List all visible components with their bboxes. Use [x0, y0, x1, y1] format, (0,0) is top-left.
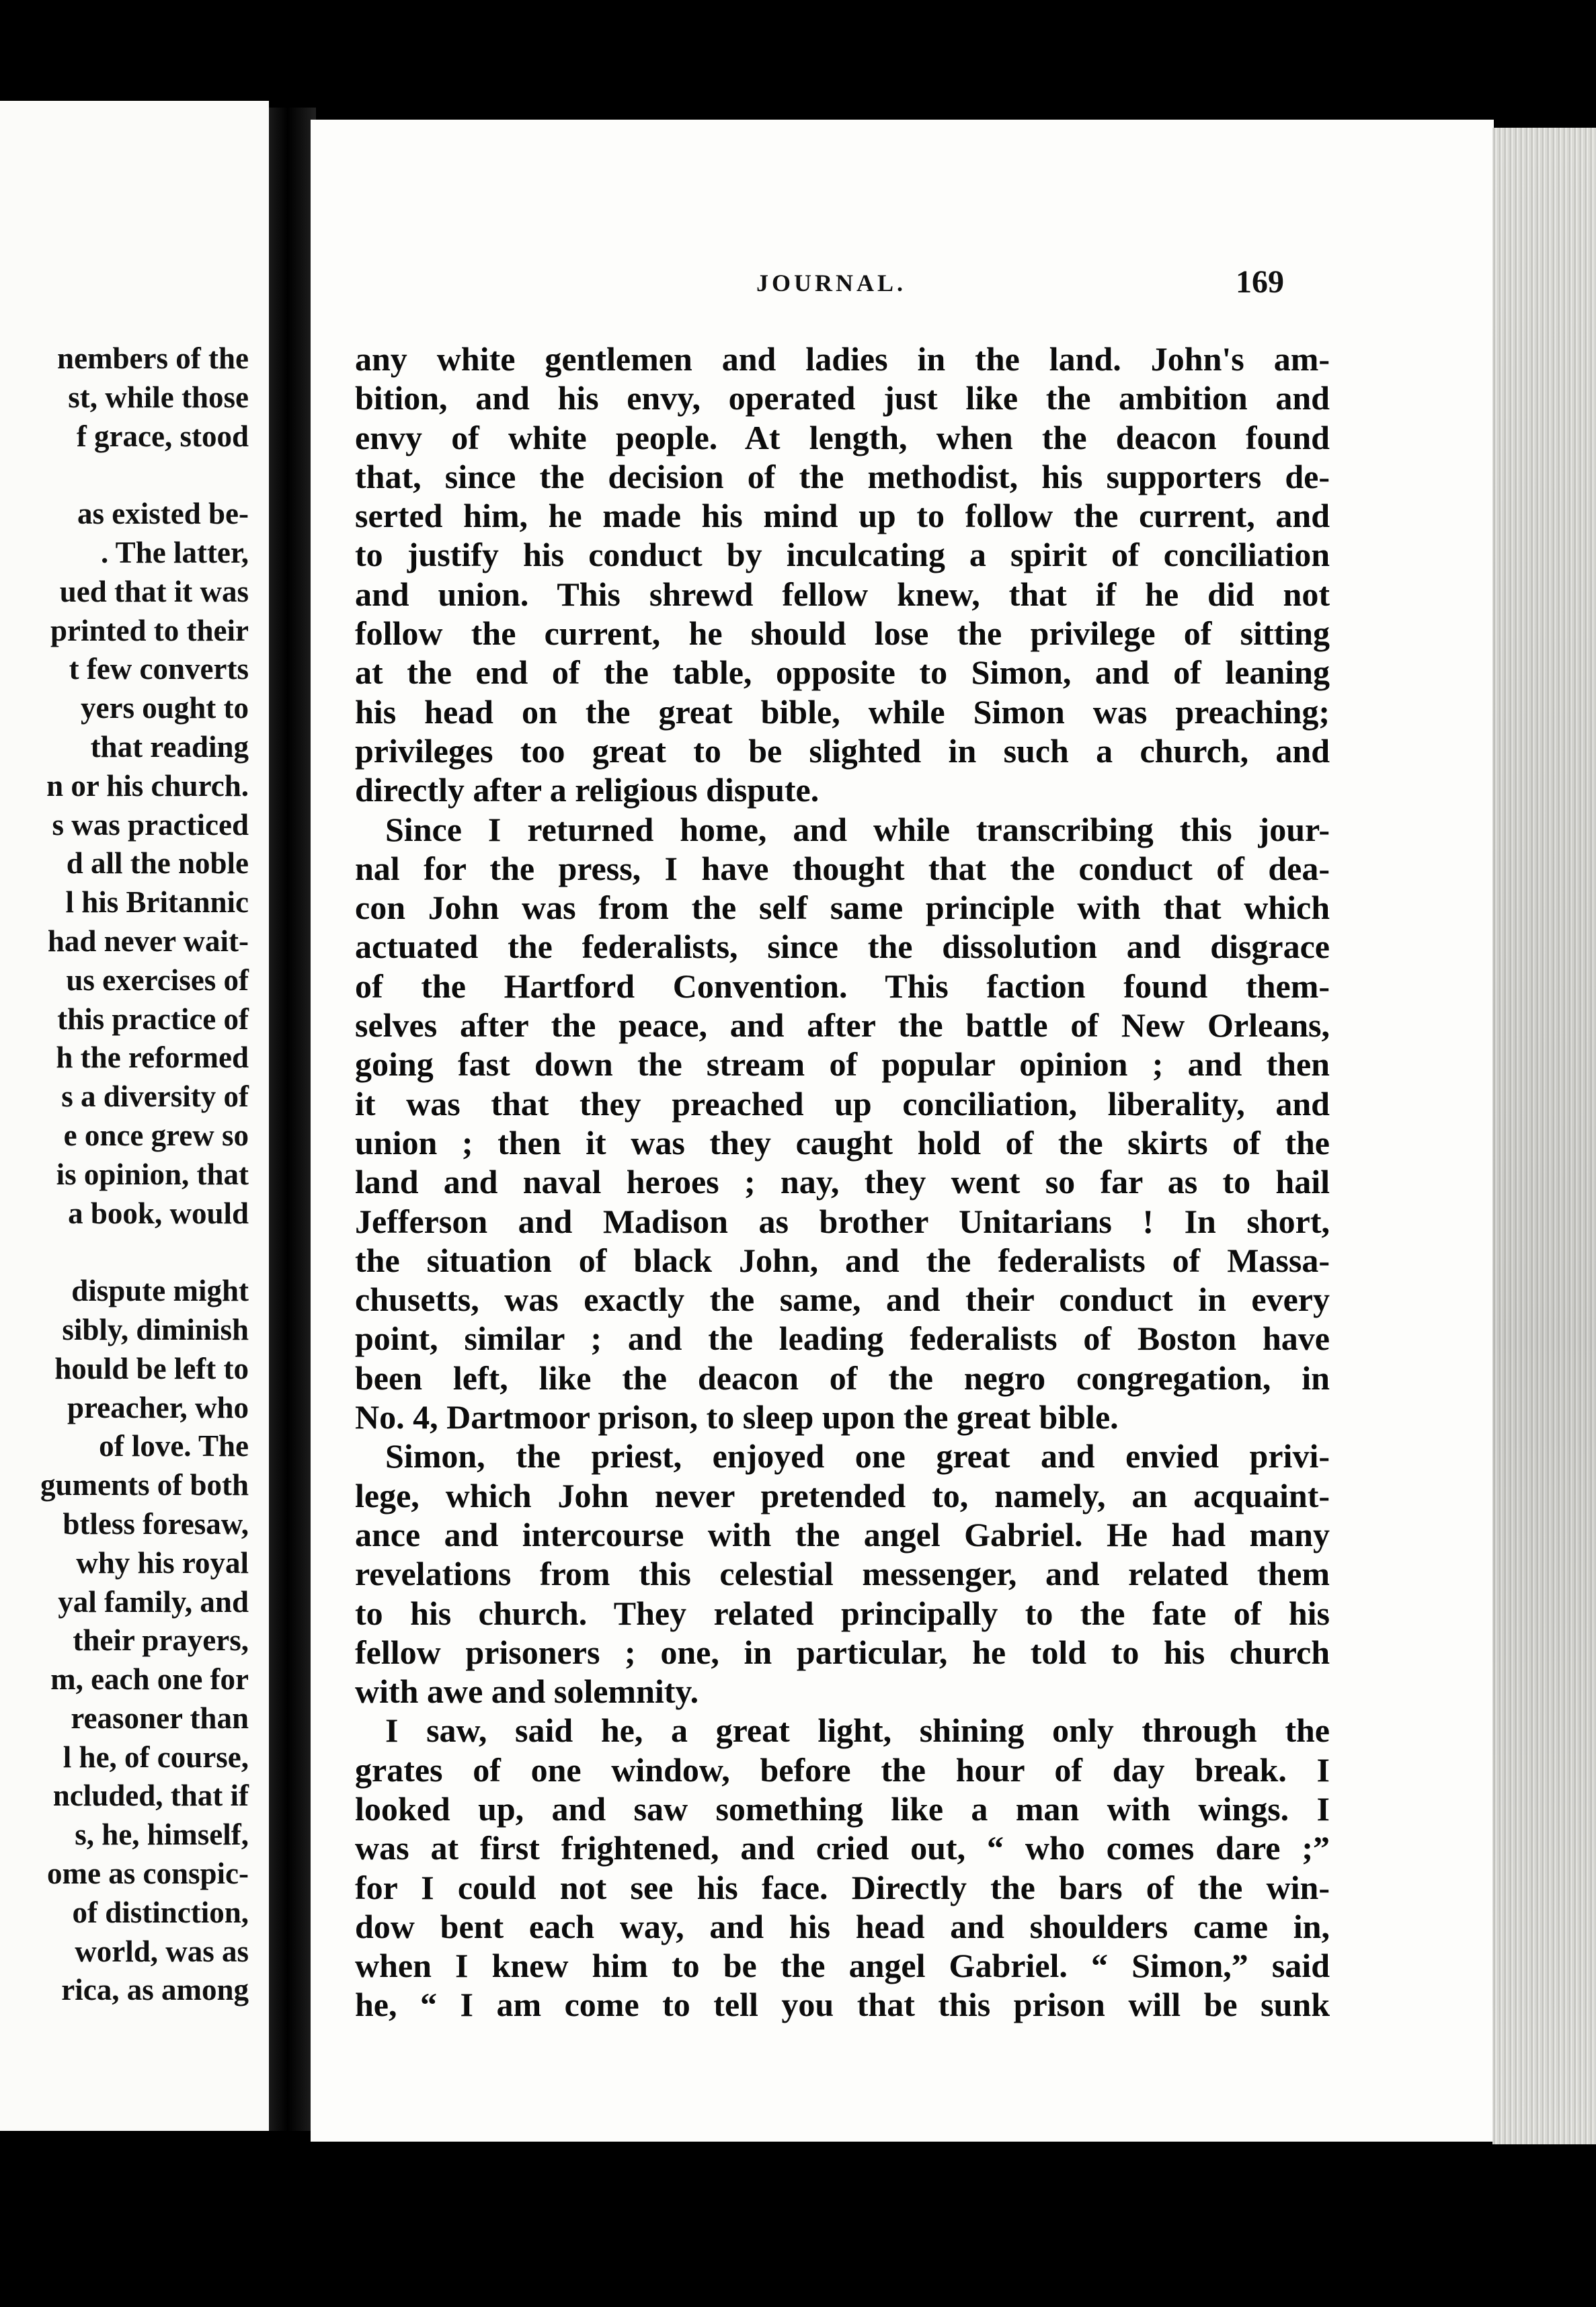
text-line: lege, which John never pretended to, namely, an acquaint-: [355, 1476, 1330, 1514]
left-page-line: [40, 456, 249, 495]
text-line: grates of one window, before the hour of day break. I: [355, 1750, 1330, 1789]
text-line: to justify his conduct by inculcating a spirit of conciliation: [355, 536, 1330, 574]
text-line: at the end of the table, opposite to Simon, and of leaning: [355, 653, 1330, 692]
left-page-line: rica, as among: [61, 1973, 249, 2007]
left-page-line: that reading: [90, 729, 249, 764]
text-line: follow the current, he should lose the privilege of sitting: [355, 614, 1330, 653]
page-body-text: [355, 339, 1330, 2025]
left-page-line: why his royal: [76, 1545, 249, 1580]
left-page-line: l his Britannic: [65, 885, 249, 920]
left-page-line: ued that it was: [59, 574, 249, 608]
left-page-line: of distinction,: [72, 1895, 249, 1929]
text-line: union ; then it was they caught hold of the skirts of the: [355, 1123, 1330, 1162]
left-page-line: st, while those: [68, 380, 249, 414]
text-line: Jefferson and Madison as brother Unitarians ! In short,: [355, 1202, 1330, 1240]
left-page-line: reasoner than: [71, 1701, 249, 1735]
text-line: going fast down the stream of popular opinion ; and then: [355, 1045, 1330, 1084]
text-line: when I knew him to be the angel Gabriel. “ Simon,” said: [355, 1947, 1330, 1985]
left-page-line: yers ought to: [81, 691, 249, 725]
text-line: I saw, said he, a great light, shining only through the: [385, 1711, 1330, 1750]
text-line: that, since the decision of the methodist, his supporters de-: [355, 457, 1330, 495]
left-page-line: s was practiced: [52, 807, 249, 842]
left-page-line: s a diversity of: [61, 1080, 249, 1114]
left-page-line: . The latter,: [101, 535, 249, 569]
left-page: [0, 101, 269, 2131]
text-line: fellow prisoners ; one, in particular, he told to his church: [355, 1633, 1330, 1671]
text-line: actuated the federalists, since the dissolution and disgrace: [355, 928, 1330, 966]
text-line: nal for the press, I have thought that the conduct of dea-: [355, 849, 1330, 887]
left-page-line: printed to their: [50, 613, 249, 647]
text-line: with awe and solemnity.: [355, 1672, 699, 1711]
text-line: envy of white people. At length, when the deacon found: [355, 418, 1330, 456]
text-line: ance and intercourse with the angel Gabriel. He had many: [355, 1515, 1330, 1553]
text-line: dow bent each way, and his head and shoulders came in,: [355, 1907, 1330, 1945]
text-line: the situation of black John, and the federalists of Massa-: [355, 1241, 1330, 1279]
left-page-line: a book, would: [68, 1196, 249, 1230]
left-page-line: l he, of course,: [63, 1740, 249, 1774]
text-line: any white gentlemen and ladies in the land. John's am-: [355, 340, 1330, 378]
left-page-line: world, was as: [75, 1934, 249, 1968]
left-page-line: had never wait-: [47, 924, 249, 958]
left-page-line: guments of both: [40, 1468, 249, 1502]
text-line: bition, and his envy, operated just like the ambition and: [355, 379, 1330, 417]
text-line: for I could not see his face. Directly the bars of the win-: [355, 1868, 1330, 1906]
text-line: land and naval heroes ; nay, they went so far as to hail: [355, 1163, 1330, 1201]
text-line: con John was from the self same principle with that which: [355, 889, 1330, 927]
text-line: he, “ I am come to tell you that this prison will be sunk: [355, 1986, 1330, 2024]
page-edges: [1492, 128, 1596, 2144]
left-page-line: btless foresaw,: [63, 1506, 249, 1541]
left-page-line: m, each one for: [50, 1662, 249, 1697]
book-gutter: [269, 108, 316, 2131]
text-line: his head on the great bible, while Simon was preaching;: [355, 692, 1330, 731]
left-page-line: of love. The: [99, 1429, 249, 1463]
text-line: of the Hartford Convention. This faction found them-: [355, 967, 1330, 1005]
left-page-line: as existed be-: [77, 497, 249, 531]
left-page-line: e once grew so: [63, 1118, 249, 1152]
text-line: Simon, the priest, enjoyed one great and envied privi-: [385, 1437, 1330, 1475]
left-page-line: d all the noble: [66, 846, 249, 881]
left-page-line: is opinion, that: [56, 1157, 249, 1191]
left-page-line: preacher, who: [67, 1390, 249, 1424]
text-line: looked up, and saw something like a man with wings. I: [355, 1789, 1330, 1828]
left-page-line: n or his church.: [46, 768, 249, 803]
text-line: point, similar ; and the leading federalists of Boston have: [355, 1320, 1330, 1358]
left-page-line: nembers of the: [57, 341, 249, 375]
text-line: to his church. They related principally to the fate of his: [355, 1594, 1330, 1632]
left-page-text: [40, 339, 249, 2010]
left-page-line: ome as conspic-: [47, 1857, 249, 1891]
left-page-line: yal family, and: [58, 1584, 249, 1619]
left-page-line: their prayers,: [73, 1623, 249, 1658]
left-page-line: t few converts: [69, 652, 249, 686]
running-head: JOURNAL.: [756, 270, 907, 296]
text-line: and union. This shrewd fellow knew, that if he did not: [355, 575, 1330, 613]
left-page-line: ncluded, that if: [52, 1779, 249, 1813]
text-line: it was that they preached up conciliation, liberality, and: [355, 1084, 1330, 1123]
left-page-line: us exercises of: [66, 963, 249, 997]
left-page-line: this practice of: [57, 1002, 249, 1036]
left-page-line: s, he, himself,: [75, 1818, 249, 1852]
text-line: was at first frightened, and cried out, “ who comes dare ;”: [355, 1829, 1330, 1867]
text-line: directly after a religious dispute.: [355, 771, 820, 809]
left-page-line: dispute might: [71, 1274, 249, 1308]
page-number: 169: [1236, 264, 1284, 300]
text-line: No. 4, Dartmoor prison, to sleep upon the great bible.: [355, 1398, 1119, 1436]
text-line: been left, like the deacon of the negro congregation, in: [355, 1359, 1330, 1397]
left-page-line: f grace, stood: [76, 419, 249, 453]
text-line: selves after the peace, and after the battle of New Orleans,: [355, 1006, 1330, 1045]
left-page-line: h the reformed: [56, 1041, 249, 1075]
left-page-line: hould be left to: [54, 1351, 249, 1385]
text-line: Since I returned home, and while transcribing this jour-: [385, 810, 1330, 848]
text-line: serted him, he made his mind up to follow the current, and: [355, 497, 1330, 535]
text-line: revelations from this celestial messenger, and related them: [355, 1555, 1330, 1593]
left-page-line: sibly, diminish: [62, 1312, 249, 1346]
text-line: privileges too great to be slighted in such a church, and: [355, 731, 1330, 770]
text-line: chusetts, was exactly the same, and their conduct in every: [355, 1281, 1330, 1319]
left-page-line: [40, 1233, 249, 1272]
